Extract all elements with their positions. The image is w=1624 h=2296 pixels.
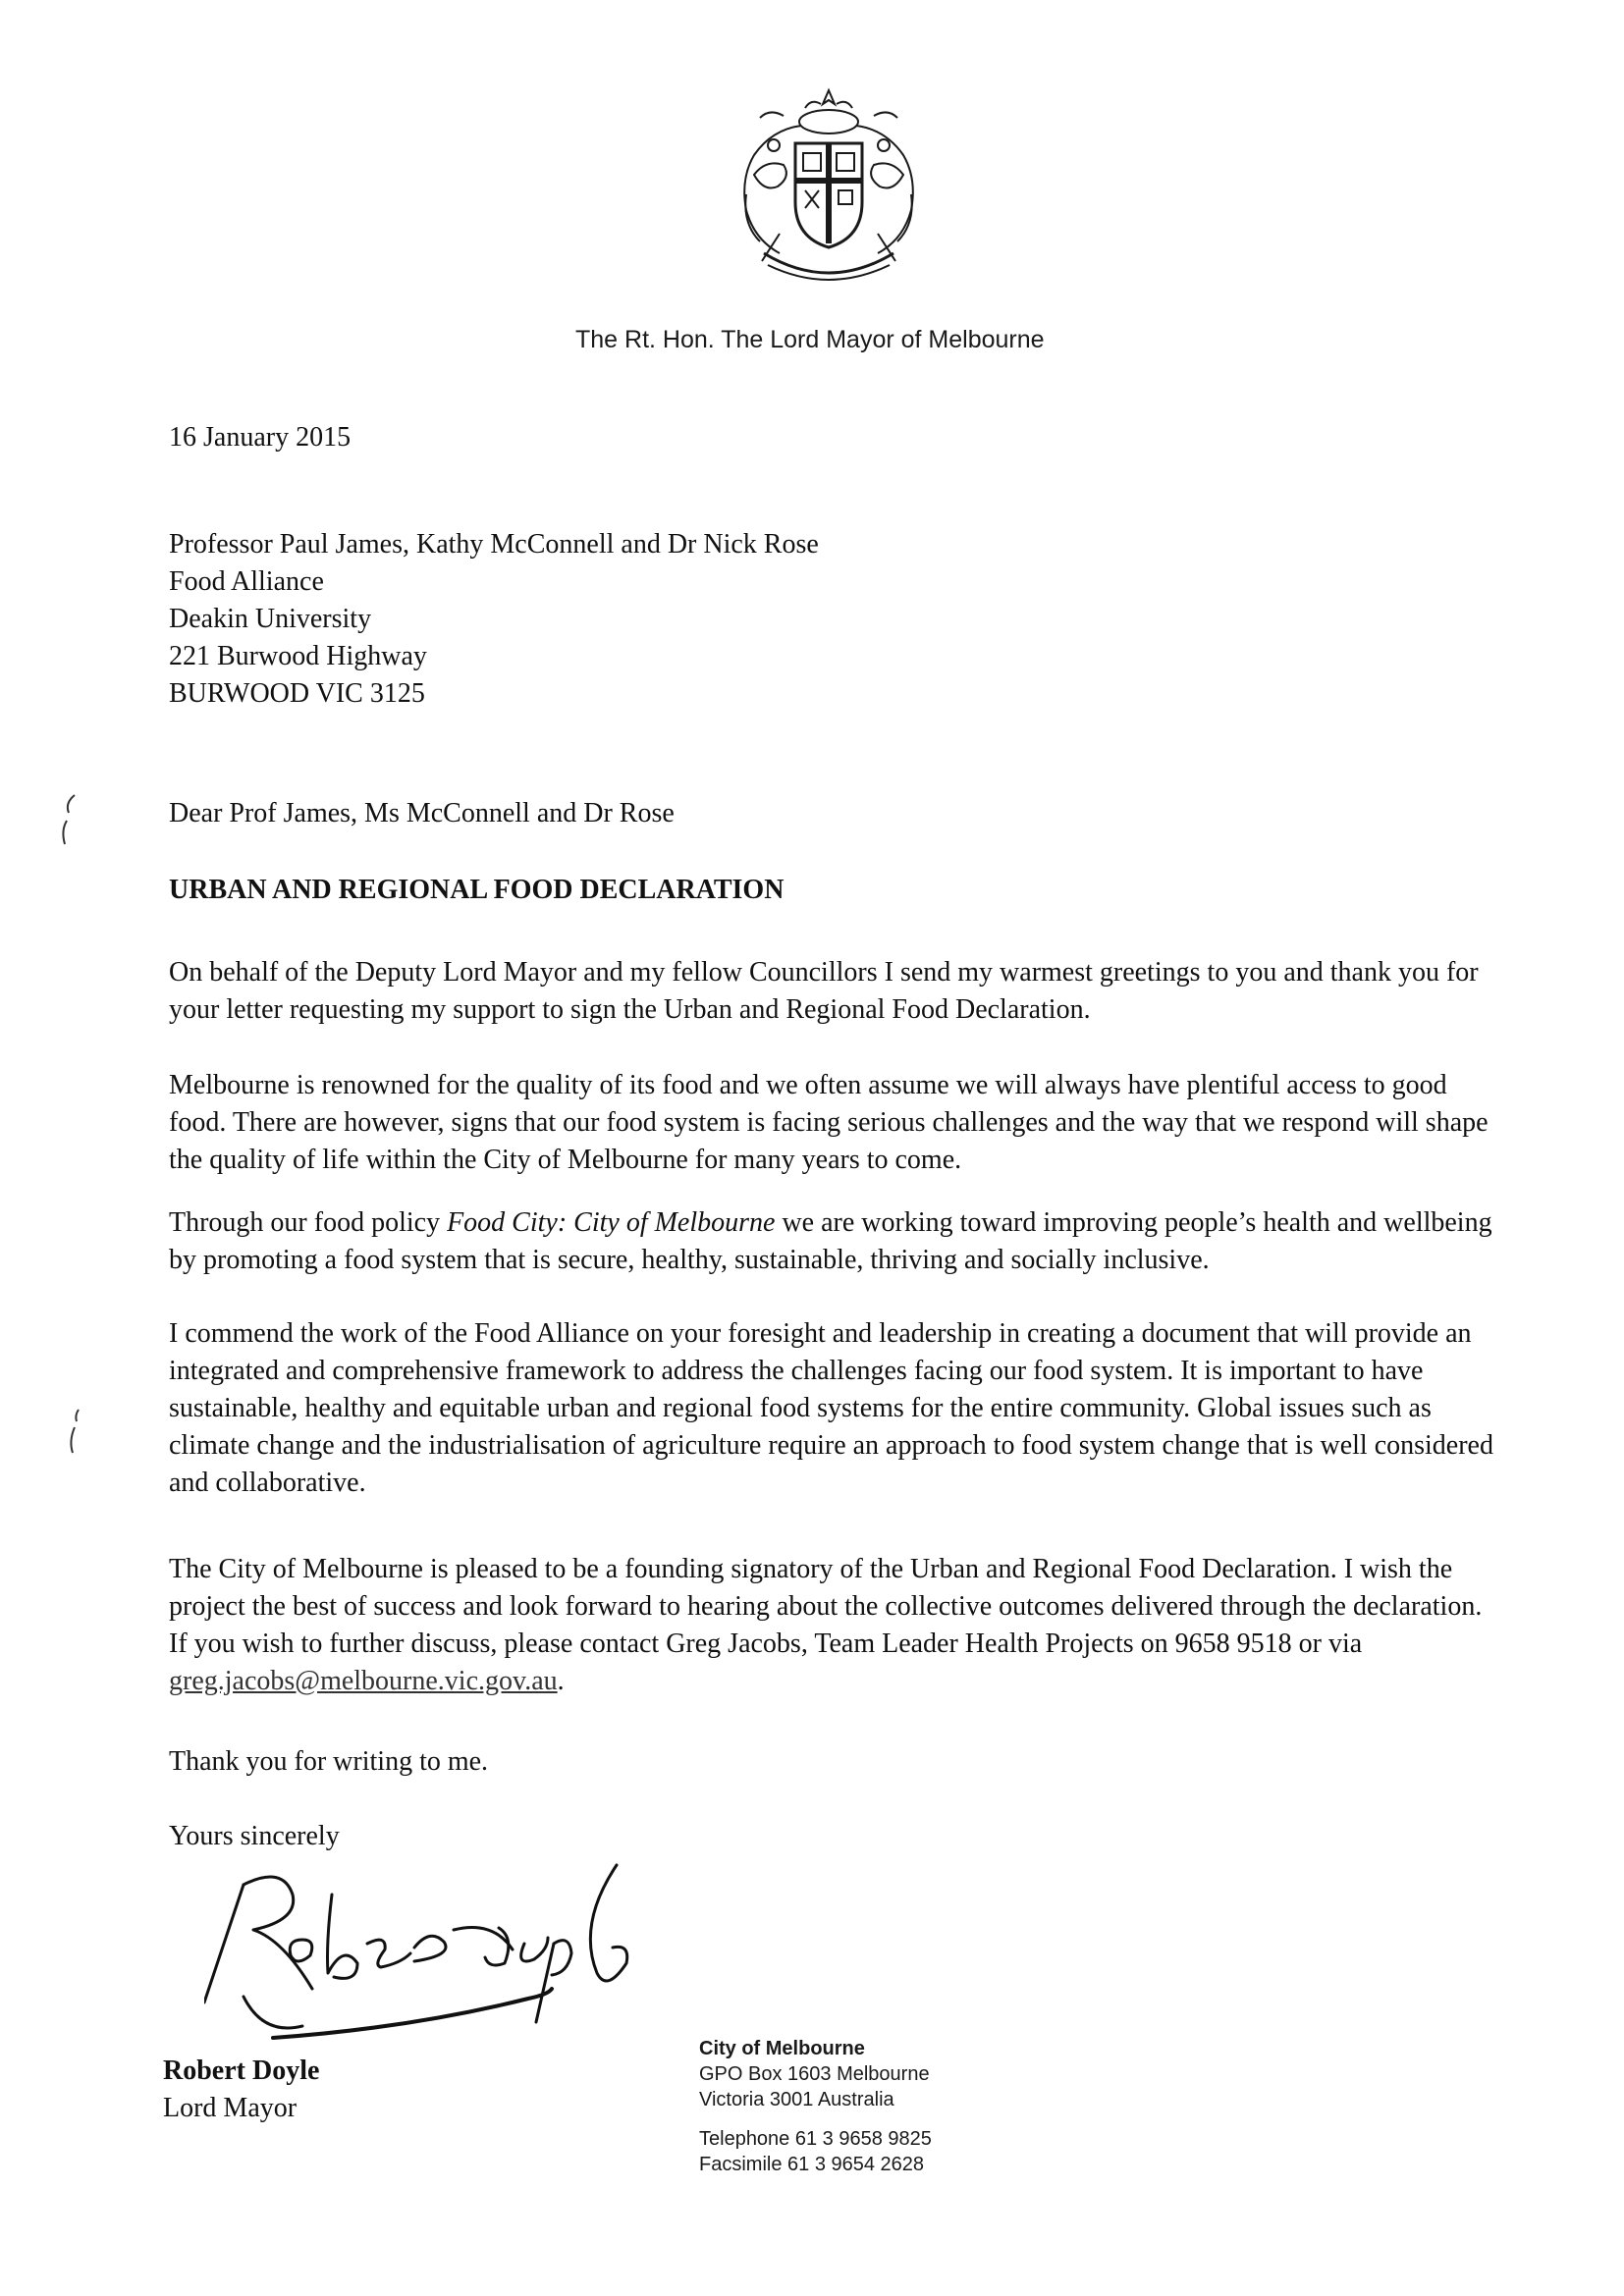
letter-date: 16 January 2015 [169,422,352,453]
contact-email-link[interactable]: greg.jacobs@melbourne.vic.gov.au [169,1666,558,1696]
spacer [699,2112,932,2126]
signatory-role: Lord Mayor [163,2093,298,2123]
recipient-line: Food Alliance [169,566,324,597]
recipient-line: Professor Paul James, Kathy McConnell and Dr Nick Rose [169,529,819,560]
paragraph-text-part: Through our food policy [169,1207,448,1238]
signoff: Yours sincerely [169,1821,340,1851]
recipient-line: 221 Burwood Highway [169,641,427,671]
office-organisation: City of Melbourne [699,2038,865,2059]
office-address-line: GPO Box 1603 Melbourne [699,2063,930,2085]
handwritten-signature-icon [204,1845,656,2071]
paragraph-text [169,1551,1494,1700]
policy-title: Food City: City of Melbourne [447,1207,776,1238]
body-paragraph [169,1204,1494,1279]
margin-pen-mark-icon [57,791,86,850]
office-telephone: Telephone 61 3 9658 9825 [699,2128,932,2150]
letterhead-title: The Rt. Hon. The Lord Mayor of Melbourne [575,326,1045,353]
margin-pen-mark-icon [65,1406,94,1465]
office-facsimile: Facsimile 61 3 9654 2628 [699,2154,925,2175]
recipient-line: BURWOOD VIC 3125 [169,678,425,709]
body-paragraph [169,1067,1494,1179]
paragraph-text: I commend the work of the Food Alliance on your foresight and leadership in creating a document that will provide an integrated and comprehensive framework to address the challenges facing our food system. It is important to have sustainable, healthy and equitable urban and regional food systems for the entire community. Global issues such as climate change and the industrialisation of agriculture require an approach to food system change that is well considered and collaborative. [169,1318,1493,1498]
office-address-line: Victoria 3001 Australia [699,2089,894,2110]
paragraph-text: Melbourne is renowned for the quality of its food and we often assume we will always have plentiful access to good food. There are however, signs that our food system is facing serious challenges and the way that we respond will shape the quality of life within the City of Melbourne for many years to come. [169,1070,1489,1175]
salutation: Dear Prof James, Ms McConnell and Dr Rose [169,798,675,828]
subject-heading: URBAN AND REGIONAL FOOD DECLARATION [169,875,785,905]
paragraph-text-part: we are working toward improving people’s health and wellbeing by promoting a food system that is secure, healthy, sustainable, thriving and socially inclusive. [169,1207,1492,1275]
closing-line: Thank you for writing to me. [169,1746,489,1777]
body-paragraph [169,954,1494,1029]
body-paragraph [169,1315,1494,1502]
office-address-block [699,2036,932,2177]
paragraph-text-part: . [557,1666,565,1696]
recipient-address [169,526,819,713]
signatory-name: Robert Doyle [163,2056,320,2086]
recipient-line: Deakin University [169,604,372,634]
city-of-melbourne-coat-of-arms-icon [725,86,933,294]
paragraph-text [169,1204,1494,1279]
paragraph-text-part: The City of Melbourne is pleased to be a founding signatory of the Urban and Regional Food Declaration. I wish the project the best of success and look forward to hearing about the collective outcomes delivered through the declaration. If you wish to further discuss, please contact Greg Jacobs, Team Leader Health Projects on 9658 9518 or via [169,1554,1483,1659]
body-paragraph [169,1551,1494,1700]
paragraph-text: On behalf of the Deputy Lord Mayor and my fellow Councillors I send my warmest greetings to you and thank you for your letter requesting my support to sign the Urban and Regional Food Declaration. [169,957,1479,1025]
